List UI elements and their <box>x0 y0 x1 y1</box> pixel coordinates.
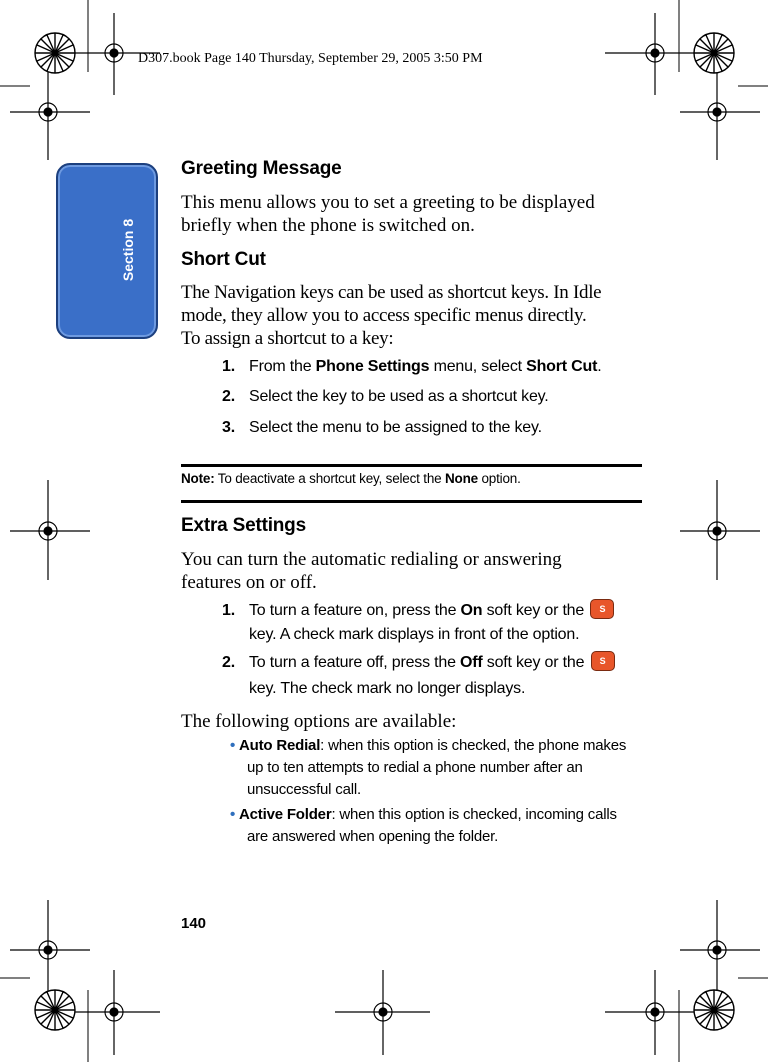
softkey-icon: S <box>590 599 614 619</box>
shortcut-step-3: 3. Select the menu to be assigned to the key. <box>222 419 542 436</box>
options-intro: The following options are available: <box>181 711 457 732</box>
bullet-active-folder: • Active Folder: when this option is checked, incoming calls are answered when opening the folder. <box>230 806 617 845</box>
extra-step-2: 2. To turn a feature off, press the Off soft key or the S key. The check mark no longer displays. <box>222 650 642 702</box>
note: Note: To deactivate a shortcut key, select the None option. <box>181 471 521 486</box>
print-header: D307.book Page 140 Thursday, September 29, 2005 3:50 PM <box>138 51 483 66</box>
shortcut-step-1: 1. From the Phone Settings menu, select Short Cut. <box>222 358 602 375</box>
note-top-rule <box>181 464 642 467</box>
bullet-auto-redial: • Auto Redial: when this option is checked, the phone makes up to ten attempts to redial a phone number after an unsuccessful call. <box>230 737 627 798</box>
greeting-heading: Greeting Message <box>181 158 342 179</box>
shortcut-step-2: 2. Select the key to be used as a shortcut key. <box>222 388 549 405</box>
extra-body: You can turn the automatic redialing or answering features on or off. <box>181 549 562 593</box>
note-bottom-rule <box>181 500 642 503</box>
softkey-icon: S <box>591 651 615 671</box>
bullet-icon: • <box>230 737 236 754</box>
bullet-icon: • <box>230 806 236 823</box>
shortcut-heading: Short Cut <box>181 249 266 270</box>
page-number: 140 <box>181 915 207 932</box>
extra-heading: Extra Settings <box>181 515 306 536</box>
section-tab-label: Section 8 <box>120 218 136 282</box>
greeting-body: This menu allows you to set a greeting to be displayed briefly when the phone is switched on. <box>181 192 595 236</box>
extra-step-1: 1. To turn a feature on, press the On soft key or the S key. A check mark displays in front of the option. <box>222 598 642 650</box>
shortcut-body: The Navigation keys can be used as shortcut keys. In Idle mode, they allow you to access specific menus directly. To assign a shortcut to a key: <box>181 282 602 349</box>
section-tab <box>56 163 158 339</box>
